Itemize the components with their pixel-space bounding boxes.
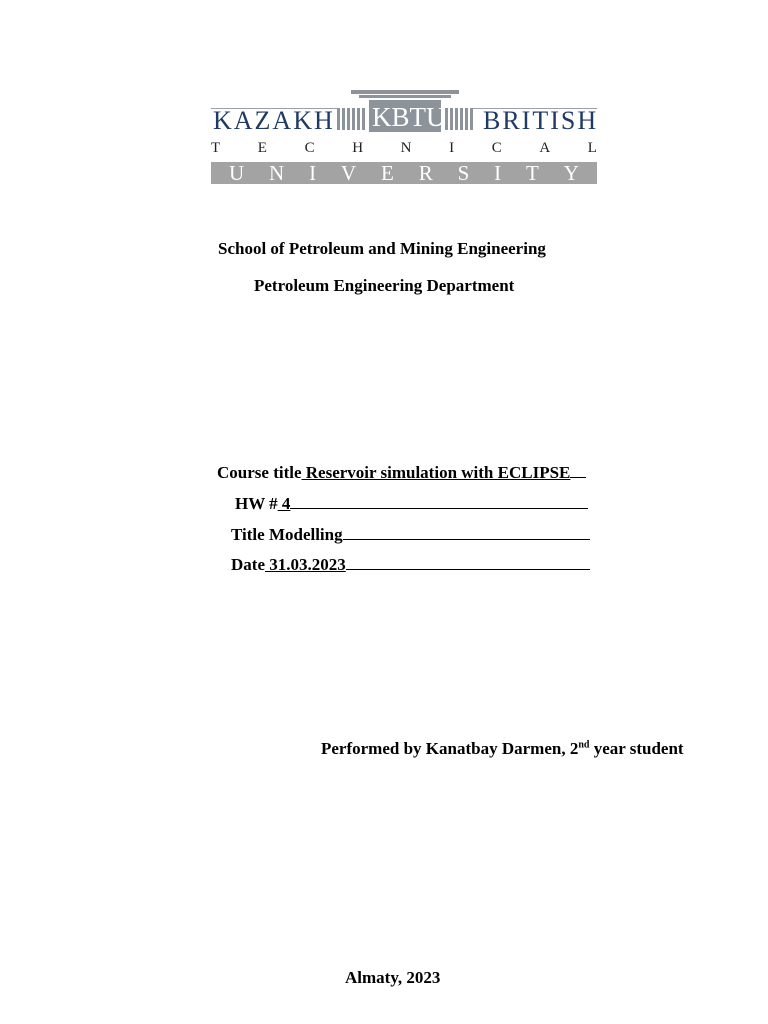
date-field [231, 553, 590, 575]
title-value: Modelling [264, 525, 343, 544]
logo-technical: T E C H N I C A L [211, 140, 597, 156]
underline [343, 523, 590, 540]
underline [290, 492, 588, 509]
date-label: Date [231, 555, 265, 574]
place-year: Almaty, 2023 [345, 968, 441, 987]
logo-word-british: BRITISH [483, 106, 599, 135]
author-suffix: year student [589, 739, 684, 758]
title-label: Title [231, 525, 265, 544]
logo-word-kazakh: KAZAKH [213, 106, 335, 135]
author-line [321, 739, 684, 759]
author-ordinal: nd [578, 739, 590, 751]
course-title-value: Reservoir simulation with ECLIPSE [301, 463, 571, 482]
logo-university: U N I V E R S I T Y [211, 162, 597, 184]
university-logo [211, 88, 597, 184]
course-title-field [217, 461, 586, 483]
hw-label: HW # [235, 494, 278, 513]
logo-word-kbtu: KBTU [372, 102, 446, 132]
underline [346, 553, 590, 570]
school-name: School of Petroleum and Mining Engineering [218, 239, 546, 258]
underline [570, 461, 586, 478]
course-title-label: Course title [217, 463, 302, 482]
hw-number-field [235, 492, 588, 514]
hw-value: 4 [277, 494, 291, 513]
department-name: Petroleum Engineering Department [254, 276, 515, 295]
date-value: 31.03.2023 [264, 555, 346, 574]
author-prefix: Performed by Kanatbay Darmen, 2 [321, 739, 579, 758]
title-field [231, 523, 590, 545]
